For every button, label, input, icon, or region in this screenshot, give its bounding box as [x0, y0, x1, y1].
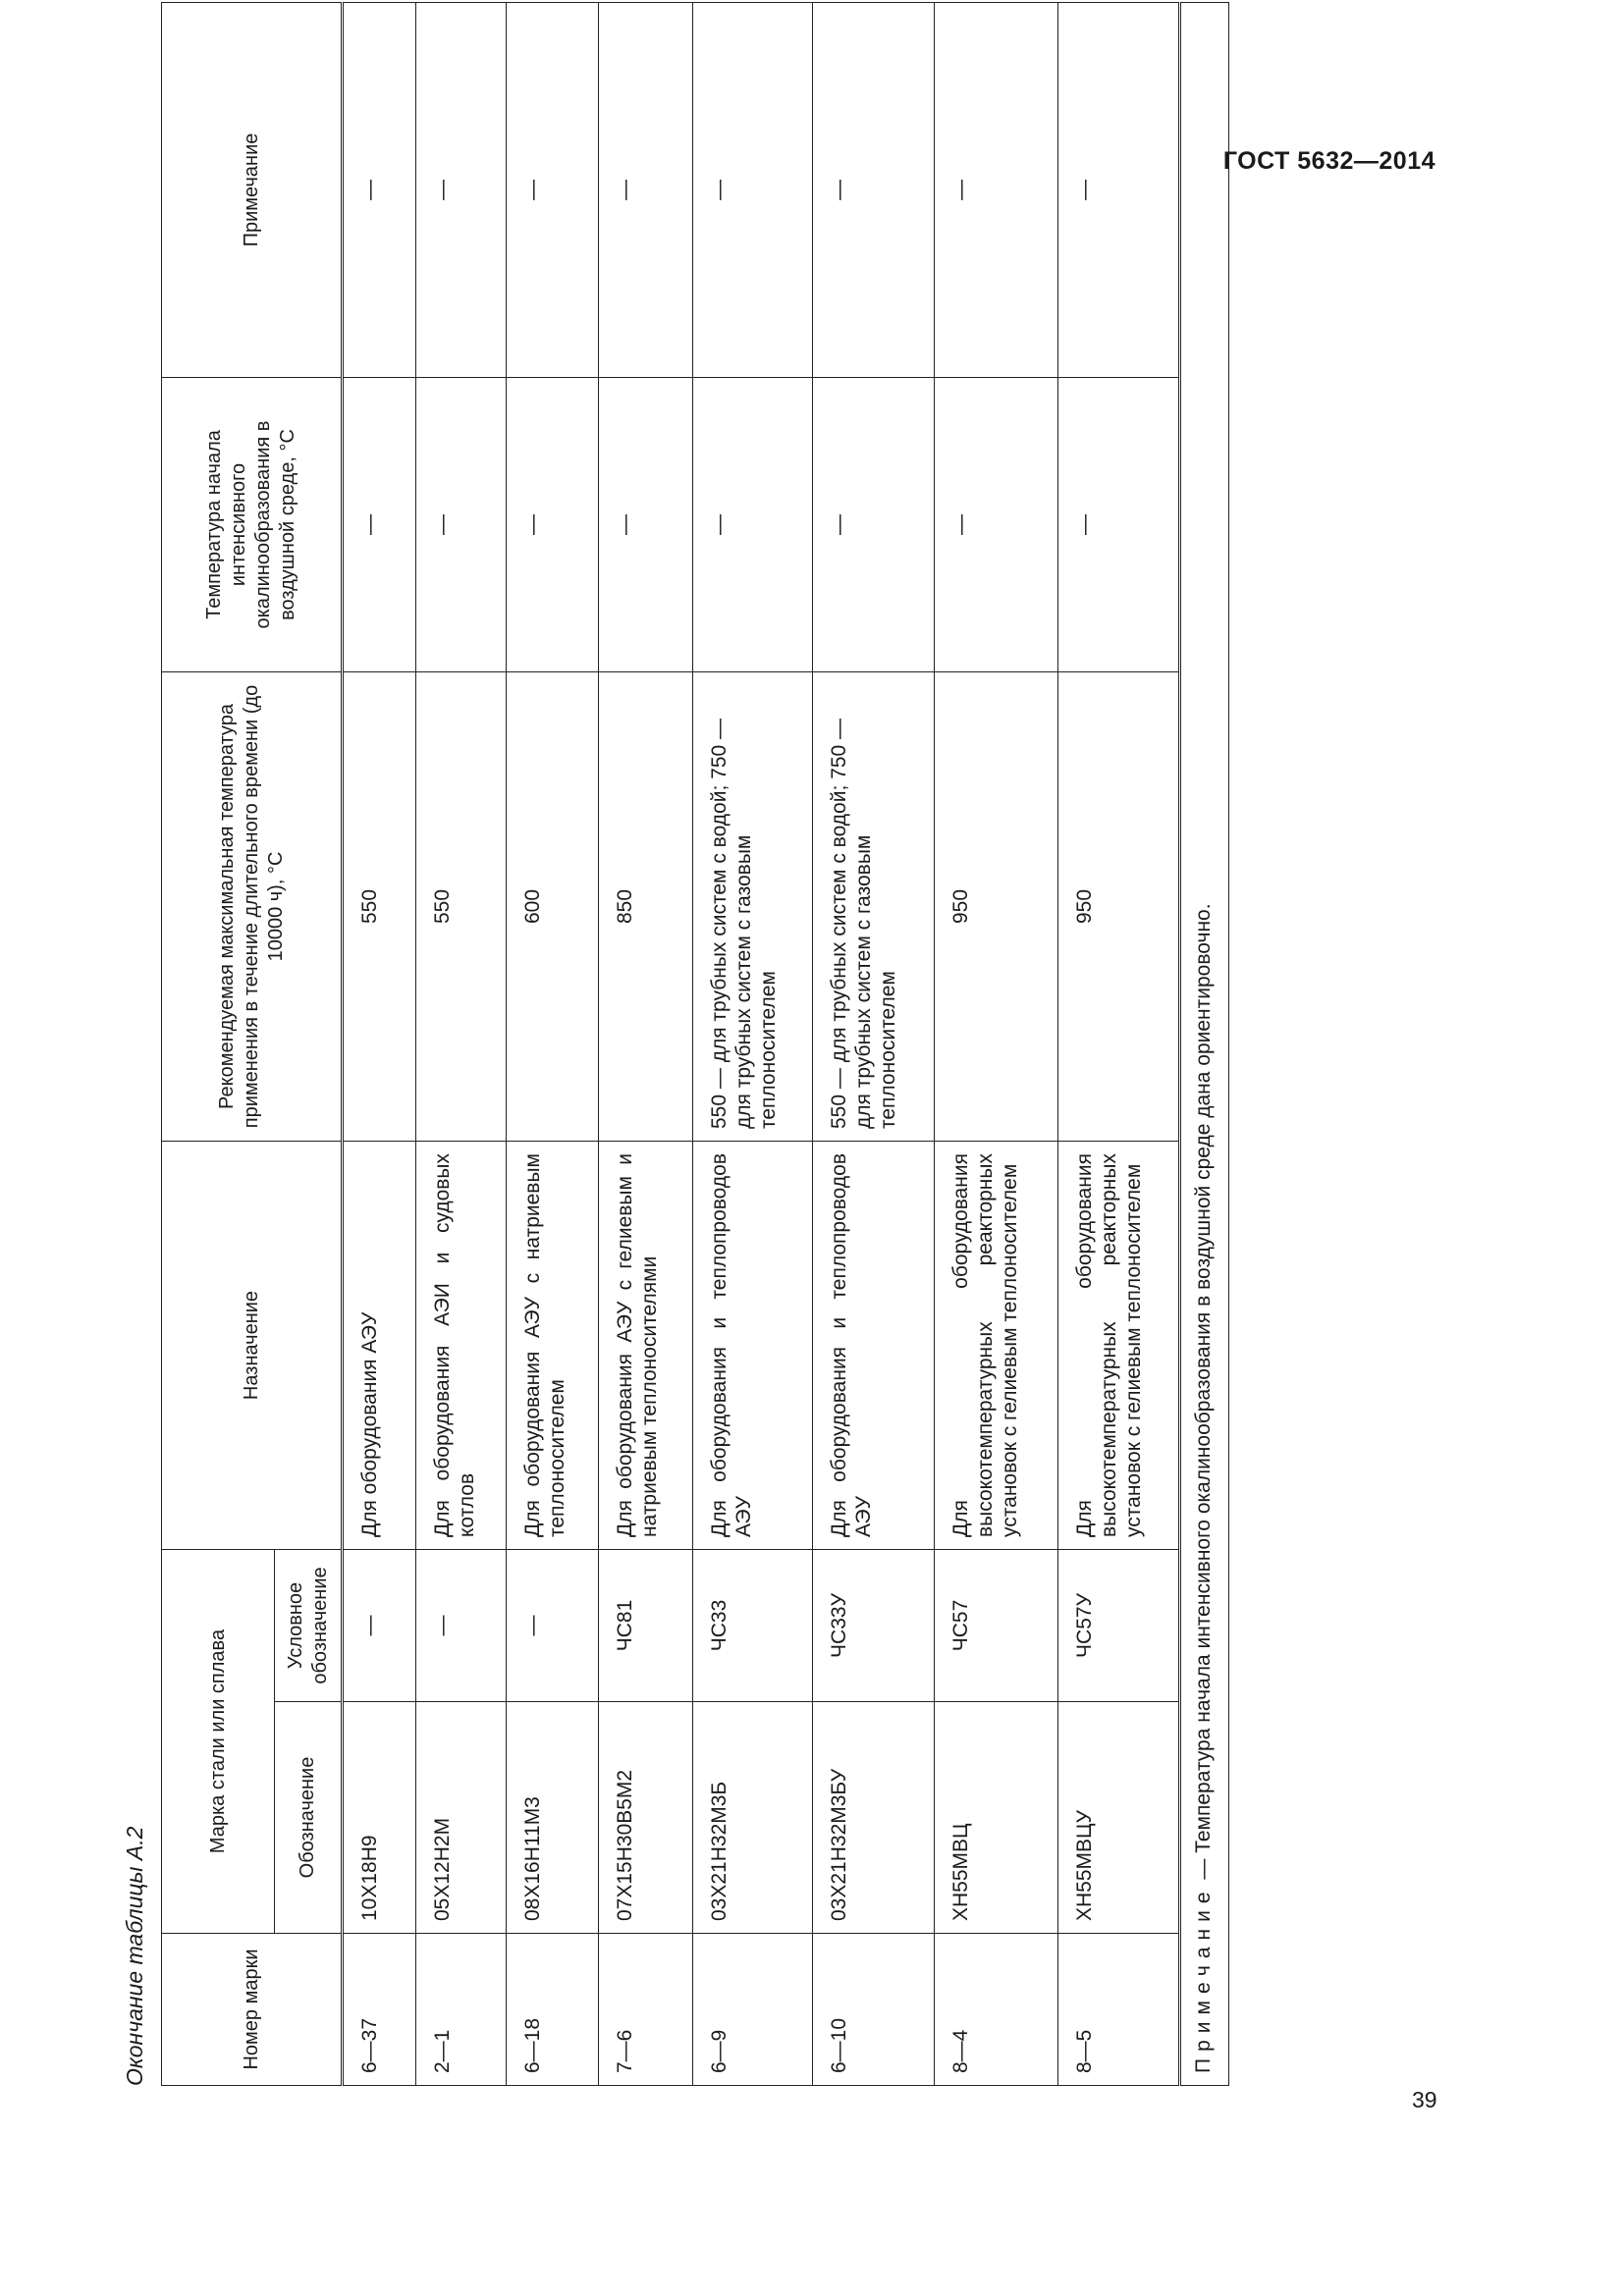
cell-designation: 08Х16Н11М3 [507, 1702, 599, 1934]
cell-scaling-temperature: — [343, 378, 416, 672]
cell-remark: — [813, 3, 935, 378]
header-designation: Обозначение [275, 1702, 343, 1934]
cell-scaling-temperature: — [813, 378, 935, 672]
table-row [343, 3, 416, 2086]
cell-mark-number: 8—5 [1058, 1934, 1180, 2086]
cell-max-temperature: 600 [507, 672, 599, 1142]
cell-purpose: Для оборудования АЭУ [343, 1142, 416, 1550]
cell-mark-number: 7—6 [599, 1934, 693, 2086]
cell-purpose: Для оборудования и теплопроводов АЭУ [813, 1142, 935, 1550]
cell-scaling-temperature: — [416, 378, 507, 672]
header-remark: Примечание [162, 3, 343, 378]
cell-max-temperature: 550 [343, 672, 416, 1142]
cell-scaling-temperature: — [599, 378, 693, 672]
note-text: — Температура начала интенсивного окалинообразования в воздушной среде дана ориентировочно. [1192, 903, 1215, 1886]
table-note-row [1180, 3, 1229, 2086]
table-note [1180, 3, 1229, 2086]
cell-designation: 05Х12Н2М [416, 1702, 507, 1934]
table-row [935, 3, 1058, 2086]
steel-grades-table [161, 2, 1229, 2086]
note-label: Примечание [1192, 1885, 1215, 2073]
cell-purpose: Для оборудования и теплопроводов АЭУ [693, 1142, 813, 1550]
cell-max-temperature: 550 — для трубных систем с водой; 750 — для трубных систем с газовым теплоносителем [693, 672, 813, 1142]
cell-remark: — [599, 3, 693, 378]
cell-mark-number: 8—4 [935, 1934, 1058, 2086]
rotated-table-area [108, 3, 1311, 2086]
cell-mark-number: 6—18 [507, 1934, 599, 2086]
cell-symbol: — [416, 1550, 507, 1702]
header-purpose: Назначение [162, 1142, 343, 1550]
cell-symbol: ЧС57 [935, 1550, 1058, 1702]
cell-max-temperature: 950 [1058, 672, 1180, 1142]
cell-purpose: Для оборудования высокотемпературных реакторных установок с гелиевым теплоносителем [1058, 1142, 1180, 1550]
cell-designation: 03Х21Н32М3Б [693, 1702, 813, 1934]
cell-mark-number: 6—37 [343, 1934, 416, 2086]
table-row [1058, 3, 1180, 2086]
cell-designation: ХН55МВЦ [935, 1702, 1058, 1934]
header-max-temperature: Рекомендуемая максимальная температура применения в течение длительного времени (до 10000 ч), °С [162, 672, 343, 1142]
cell-remark: — [1058, 3, 1180, 378]
table-row [813, 3, 935, 2086]
cell-max-temperature: 950 [935, 672, 1058, 1142]
cell-symbol: — [507, 1550, 599, 1702]
cell-designation: 03Х21Н32М3БУ [813, 1702, 935, 1934]
table-row [507, 3, 599, 2086]
table-row [693, 3, 813, 2086]
table-header [162, 3, 343, 2086]
cell-designation: 07Х15Н30В5М2 [599, 1702, 693, 1934]
table-row [599, 3, 693, 2086]
cell-remark: — [693, 3, 813, 378]
page-number: 39 [1412, 2087, 1437, 2112]
standard-designation: ГОСТ 5632—2014 [1222, 147, 1435, 175]
cell-mark-number: 6—10 [813, 1934, 935, 2086]
header-symbol: Условное обозначение [275, 1550, 343, 1702]
table-caption: Окончание таблицы А.2 [122, 1826, 147, 2086]
cell-designation: ХН55МВЦУ [1058, 1702, 1180, 1934]
cell-max-temperature: 550 [416, 672, 507, 1142]
cell-remark: — [416, 3, 507, 378]
cell-symbol: ЧС33 [693, 1550, 813, 1702]
cell-symbol: ЧС81 [599, 1550, 693, 1702]
cell-scaling-temperature: — [507, 378, 599, 672]
cell-remark: — [507, 3, 599, 378]
table-row [416, 3, 507, 2086]
cell-purpose: Для оборудования АЭИ и судовых котлов [416, 1142, 507, 1550]
cell-scaling-temperature: — [935, 378, 1058, 672]
cell-mark-number: 6—9 [693, 1934, 813, 2086]
cell-symbol: ЧС33У [813, 1550, 935, 1702]
cell-remark: — [343, 3, 416, 378]
header-scaling-temperature: Температура начала интенсивного окалинообразования в воздушной среде, °С [162, 378, 343, 672]
header-steel-grade: Марка стали или сплава [162, 1550, 275, 1934]
cell-mark-number: 2—1 [416, 1934, 507, 2086]
cell-symbol: — [343, 1550, 416, 1702]
header-mark-number: Номер марки [162, 1934, 343, 2086]
cell-scaling-temperature: — [693, 378, 813, 672]
cell-scaling-temperature: — [1058, 378, 1180, 672]
cell-purpose: Для оборудования АЭУ с гелиевым и натриевым теплоносителями [599, 1142, 693, 1550]
cell-designation: 10Х18Н9 [343, 1702, 416, 1934]
cell-remark: — [935, 3, 1058, 378]
cell-max-temperature: 850 [599, 672, 693, 1142]
cell-purpose: Для оборудования АЭУ с натриевым теплоносителем [507, 1142, 599, 1550]
cell-max-temperature: 550 — для трубных систем с водой; 750 — для трубных систем с газовым теплоносителем [813, 672, 935, 1142]
cell-symbol: ЧС57У [1058, 1550, 1180, 1702]
cell-purpose: Для оборудования высокотемпературных реакторных установок с гелиевым теплоносителем [935, 1142, 1058, 1550]
